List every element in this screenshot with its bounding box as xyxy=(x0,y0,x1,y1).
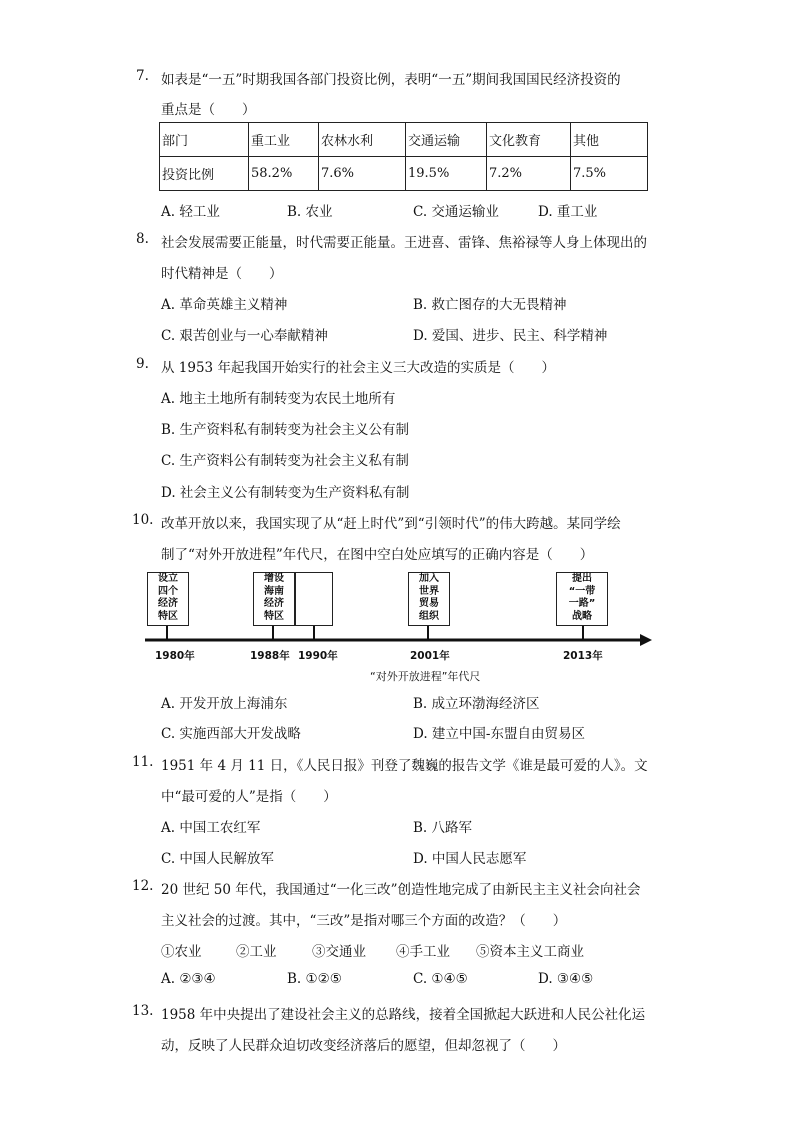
timeline-year-1980: 1980年 xyxy=(155,650,195,662)
option-d[interactable]: D. 中国人民志愿军 xyxy=(413,851,527,867)
question-number: 9. xyxy=(136,356,149,372)
question-text: 主义社会的过渡。其中，“三改”是指对哪三个方面的改造？（ ） xyxy=(161,913,567,929)
item-2: ②工业 xyxy=(236,944,277,960)
option-c[interactable]: C. 实施西部大开发战略 xyxy=(161,726,301,742)
table-cell: 58.2% xyxy=(249,157,319,191)
option-b[interactable]: B. 生产资料私有制转变为社会主义公有制 xyxy=(161,422,410,438)
table-cell: 7.6% xyxy=(319,157,406,191)
option-a[interactable]: A. ②③④ xyxy=(161,971,216,987)
option-c[interactable]: C. 艰苦创业与一心奉献精神 xyxy=(161,328,328,344)
option-b[interactable]: B. 八路军 xyxy=(413,820,473,836)
question-number: 7. xyxy=(136,68,149,84)
investment-table xyxy=(159,122,648,191)
timeline-box-2013: 提出 “一带 一路” 战略 xyxy=(556,572,608,626)
table-cell: 7.2% xyxy=(487,157,571,191)
item-4: ④手工业 xyxy=(396,944,450,960)
question-text: 动，反映了人民群众迫切改变经济落后的愿望，但却忽视了（ ） xyxy=(161,1038,566,1054)
option-a[interactable]: A. 开发开放上海浦东 xyxy=(161,696,288,712)
option-d[interactable]: D. 建立中国-东盟自由贸易区 xyxy=(413,726,585,742)
option-d[interactable]: D. 社会主义公有制转变为生产资料私有制 xyxy=(161,485,410,501)
option-a[interactable]: A. 地主土地所有制转变为农民土地所有 xyxy=(161,391,396,407)
option-c[interactable]: C. ①④⑤ xyxy=(413,971,468,987)
question-number: 10. xyxy=(132,512,154,528)
option-a[interactable]: A. 革命英雄主义精神 xyxy=(161,297,288,313)
table-cell: 交通运输 xyxy=(406,123,487,157)
item-1: ①农业 xyxy=(161,944,202,960)
table-cell: 其他 xyxy=(571,123,648,157)
timeline-caption: “对外开放进程”年代尺 xyxy=(370,670,481,683)
option-d[interactable]: D. ③④⑤ xyxy=(538,971,594,987)
question-text: 改革开放以来，我国实现了从“赶上时代”到“引领时代”的伟大跨越。某同学绘 xyxy=(161,516,621,532)
timeline-box-1988: 增设 海南 经济 特区 xyxy=(253,572,295,626)
item-5: ⑤资本主义工商业 xyxy=(476,944,584,960)
table-row xyxy=(160,157,648,191)
timeline-year-2013: 2013年 xyxy=(563,650,603,662)
table-header-row xyxy=(160,123,648,157)
option-a[interactable]: A. 轻工业 xyxy=(161,204,220,220)
option-a[interactable]: A. 中国工农红军 xyxy=(161,820,261,836)
timeline-year-2001: 2001年 xyxy=(410,650,450,662)
table-cell: 部门 xyxy=(160,123,249,157)
option-b[interactable]: B. ①②⑤ xyxy=(287,971,342,987)
table-cell: 农林水利 xyxy=(319,123,406,157)
question-text: 从 1953 年起我国开始实行的社会主义三大改造的实质是（ ） xyxy=(161,360,555,376)
table-cell: 19.5% xyxy=(406,157,487,191)
option-c[interactable]: C. 中国人民解放军 xyxy=(161,851,274,867)
option-d[interactable]: D. 重工业 xyxy=(538,204,598,220)
table-cell: 投资比例 xyxy=(160,157,249,191)
option-b[interactable]: B. 农业 xyxy=(287,204,333,220)
question-text: 20 世纪 50 年代，我国通过“一化三改”创造性地完成了由新民主主义社会向社会 xyxy=(161,882,641,898)
question-number: 13. xyxy=(132,1003,154,1019)
question-number: 12. xyxy=(132,878,154,894)
timeline-year-1990: 1990年 xyxy=(298,650,338,662)
timeline-blank-box-1990 xyxy=(295,572,333,626)
option-b[interactable]: B. 救亡图存的大无畏精神 xyxy=(413,297,567,313)
option-c[interactable]: C. 生产资料公有制转变为社会主义私有制 xyxy=(161,453,409,469)
table-cell: 7.5% xyxy=(571,157,648,191)
question-text: 制了“对外开放进程”年代尺，在图中空白处应填写的正确内容是（ ） xyxy=(161,547,594,563)
timeline-box-1980: 设立 四个 经济 特区 xyxy=(147,572,189,626)
question-text: 重点是（ ） xyxy=(161,102,256,118)
question-text: 1958 年中央提出了建设社会主义的总路线，接着全国掀起大跃进和人民公社化运 xyxy=(161,1007,646,1023)
timeline-year-1988: 1988年 xyxy=(250,650,290,662)
option-c[interactable]: C. 交通运输业 xyxy=(413,204,499,220)
question-text: 1951 年 4 月 11 日，《人民日报》刊登了魏巍的报告文学《谁是最可爱的人》。文 xyxy=(161,758,648,774)
question-text: 如表是“一五”时期我国各部门投资比例，表明“一五”期间我国国民经济投资的 xyxy=(161,72,621,88)
table-cell: 重工业 xyxy=(249,123,319,157)
timeline-box-2001: 加入 世界 贸易 组织 xyxy=(408,572,450,626)
item-3: ③交通业 xyxy=(312,944,366,960)
option-d[interactable]: D. 爱国、进步、民主、科学精神 xyxy=(413,328,608,344)
option-b[interactable]: B. 成立环渤海经济区 xyxy=(413,696,540,712)
question-text: 时代精神是（ ） xyxy=(161,266,283,282)
table-cell: 文化教育 xyxy=(487,123,571,157)
question-text: 社会发展需要正能量，时代需要正能量。王进喜、雷锋、焦裕禄等人身上体现出的 xyxy=(161,235,647,251)
question-number: 11. xyxy=(132,754,154,770)
question-text: 中“最可爱的人”是指（ ） xyxy=(161,789,337,805)
question-number: 8. xyxy=(136,231,149,247)
